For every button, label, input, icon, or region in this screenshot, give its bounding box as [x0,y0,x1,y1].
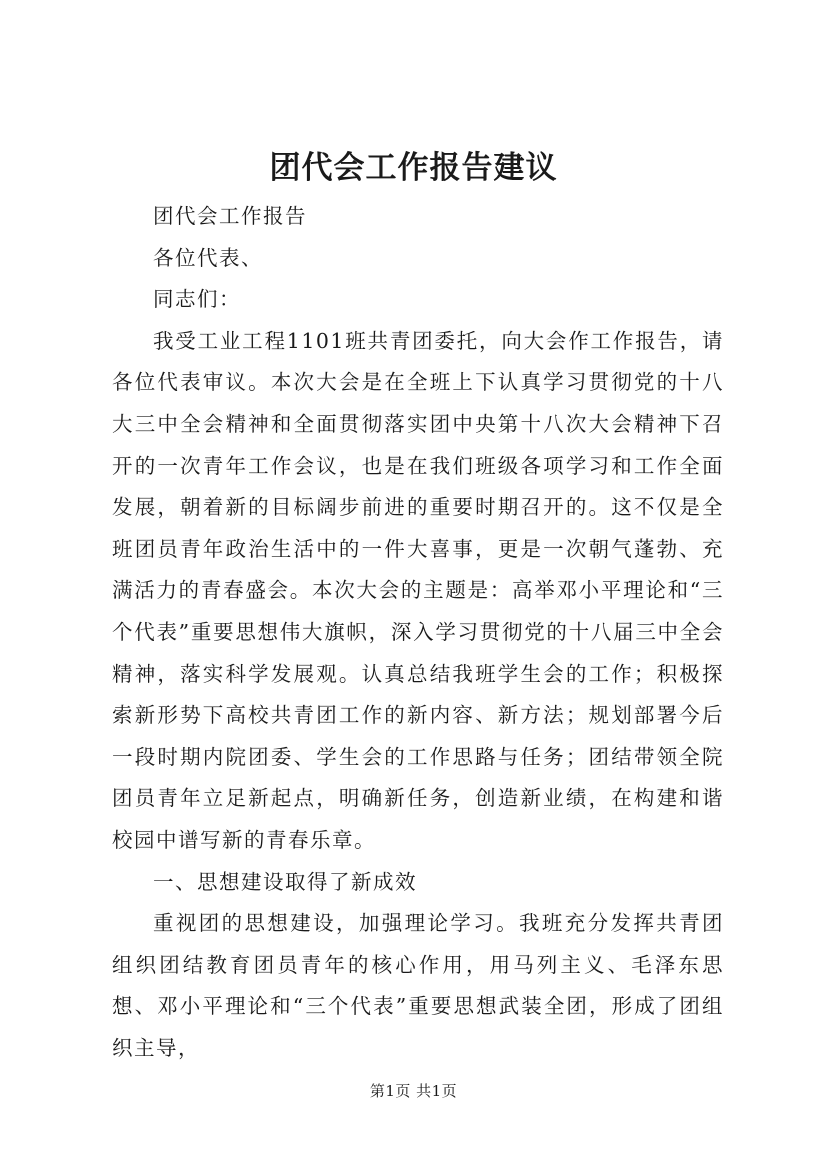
document-body [112,196,724,1069]
section-heading-ideology: 一、思想建设取得了新成效 [153,869,417,894]
salutation-representatives: 各位代表、 [153,245,263,270]
report-heading-paragraph: 团代会工作报告 [153,204,307,228]
salutation-comrades: 同志们： [153,287,241,312]
page-footer: 第1页 共1页 [369,1082,458,1100]
intro-paragraph: 我受工业工程1101班共青团委托，向大会作工作报告，请各位代表审议。本次大会是在全班上下认真学习贯彻党的十八大三中全会精神和全面贯彻落实团中央第十八次大会精神下召开的一次青年工作会议，也是在我们班级各项学习和工作全面发展，朝着新的目标阔步前进的重要时期召开的。这不仅是全班团员青年政治生活中的一件大喜事，更是一次朝气蓬勃、充满活力的青春盛会。本次大会的主题是：高举邓小平理论和“三个代表”重要思想伟大旗帜，深入学习贯彻党的十八届三中全会精神，落实科学发展观。认真总结我班学生会的工作；积极探索新形势下高校共青团工作的新内容、新方法；规划部署今后一段时期内院团委、学生会的工作思路与任务；团结带领全院团员青年立足新起点，明确新任务，创造新业绩，在构建和谐校园中谱写新的青春乐章。 [112,328,724,852]
document-title: 团代会工作报告建议 [269,150,558,186]
ideology-paragraph: 重视团的思想建设，加强理论学习。我班充分发挥共青团组织团结教育团员青年的核心作用，用马列主义、毛泽东思想、邓小平理论和“三个代表”重要思想武装全团，形成了团组织主导， [112,911,724,1060]
